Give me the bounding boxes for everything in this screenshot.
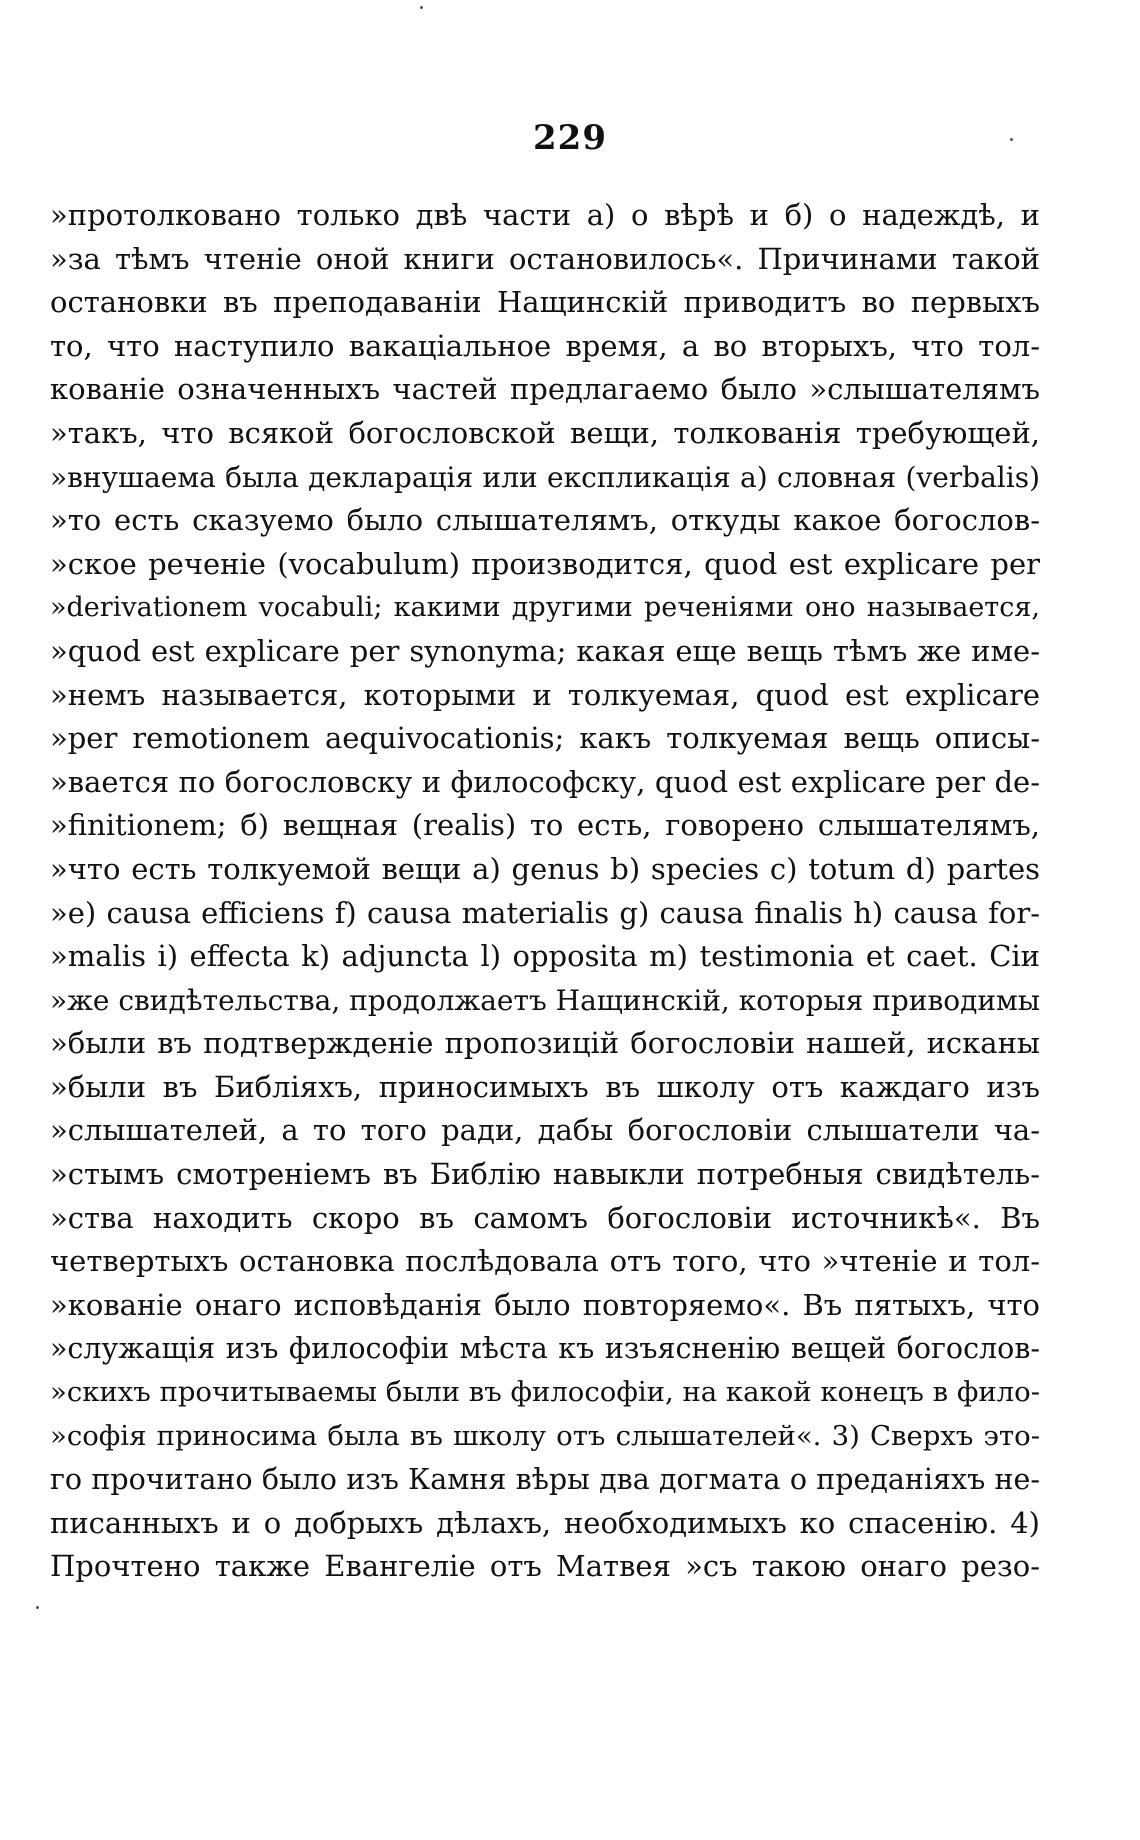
text-line-1: »протолковано только двѣ части а) о вѣрѣ и б) о надеждѣ, и (50, 198, 1040, 232)
text-line-14: »вается по богословску и философску, quod est explicare per de- (50, 764, 1040, 799)
text-line-27: »служащія изъ философіи мѣста къ изъясненію вещей богослов- (50, 1332, 1040, 1366)
text-line-17: »e) causa efficiens f) causa materialis g) causa finalis h) causa for- (50, 895, 1040, 930)
text-line-20: »были въ подтвержденіе пропозицій богословіи нашей, исканы (50, 1026, 1040, 1061)
text-line-4: то, что наступило вакаціальное время, а во вторыхъ, что тол- (50, 328, 1040, 363)
text-line-5: кованіе означенныхъ частей предлагаемо было »слышателямъ (50, 372, 1040, 407)
paper-speck (36, 1606, 39, 1609)
text-line-19: »же свидѣтельства, продолжаетъ Нащинскій, которыя приводимы (50, 983, 1040, 1017)
paper-speck (420, 6, 423, 9)
text-line-26: »кованіе онаго исповѣданія было повторяемо«. Въ пятыхъ, что (50, 1287, 1040, 1322)
text-line-23: »стымъ смотреніемъ въ Библію навыкли потребныя свидѣтель- (50, 1157, 1040, 1192)
text-line-28: »скихъ прочитываемы были въ философіи, на какой конецъ в фило- (50, 1376, 1040, 1409)
text-line-10: »derivationem vocabuli; какими другими реченіями оно называется, (50, 592, 1040, 624)
text-line-29: »софія приносима была въ школу отъ слышателей«. 3) Сверхъ это- (50, 1419, 1040, 1452)
paper-speck (1010, 138, 1013, 141)
text-line-24: »ства находить скоро въ самомъ богословіи источникѣ«. Въ (50, 1200, 1040, 1235)
text-line-9: »ское реченіе (vocabulum) производится, quod est explicare per (50, 546, 1040, 581)
text-line-7: »внушаема была декларація или експликація а) словная (verbalis) (50, 460, 1040, 494)
text-line-21: »были въ Библіяхъ, приносимыхъ въ школу отъ каждаго изъ (50, 1069, 1040, 1104)
text-line-15: »finitionem; б) вещная (realis) то есть, говорено слышателямъ, (50, 808, 1040, 843)
body-text (50, 194, 1040, 1589)
text-line-6: »такъ, что всякой богословской вещи, толкованія требующей, (50, 415, 1040, 450)
text-line-22: »слышателей, а то того ради, дабы богословіи слышатели ча- (50, 1113, 1040, 1148)
text-line-31: писанныхъ и о добрыхъ дѣлахъ, необходимыхъ ко спасенію. 4) (50, 1505, 1040, 1540)
page-number: 229 (533, 118, 607, 158)
text-line-32: Прочтено также Евангеліе отъ Матвея »съ такою онаго резо- (50, 1549, 1040, 1584)
text-line-8: »то есть сказуемо было слышателямъ, откуды какое богослов- (50, 503, 1040, 538)
text-line-30: го прочитано было изъ Камня вѣры два догмата о преданіяхъ не- (50, 1463, 1040, 1497)
text-line-12: »немъ называется, которыми и толкуемая, quod est explicare (50, 677, 1040, 712)
text-line-11: »quod est explicare per synonyma; какая еще вещь тѣмъ же име- (50, 633, 1040, 668)
text-line-18: »malis i) effecta k) adjuncta l) opposita m) testimonia et caet. Сіи (50, 939, 1040, 974)
text-line-25: четвертыхъ остановка послѣдовала отъ того, что »чтеніе и тол- (50, 1244, 1040, 1279)
text-line-13: »per remotionem aequivocationis; какъ толкуемая вещь описы- (50, 721, 1040, 756)
text-line-16: »что есть толкуемой вещи а) genus b) species c) totum d) partes (50, 851, 1040, 886)
text-line-3: остановки въ преподаваніи Нащинскій приводитъ во первыхъ (50, 285, 1040, 320)
text-line-2: »за тѣмъ чтеніе оной книги остановилось«. Причинами такой (50, 241, 1040, 276)
